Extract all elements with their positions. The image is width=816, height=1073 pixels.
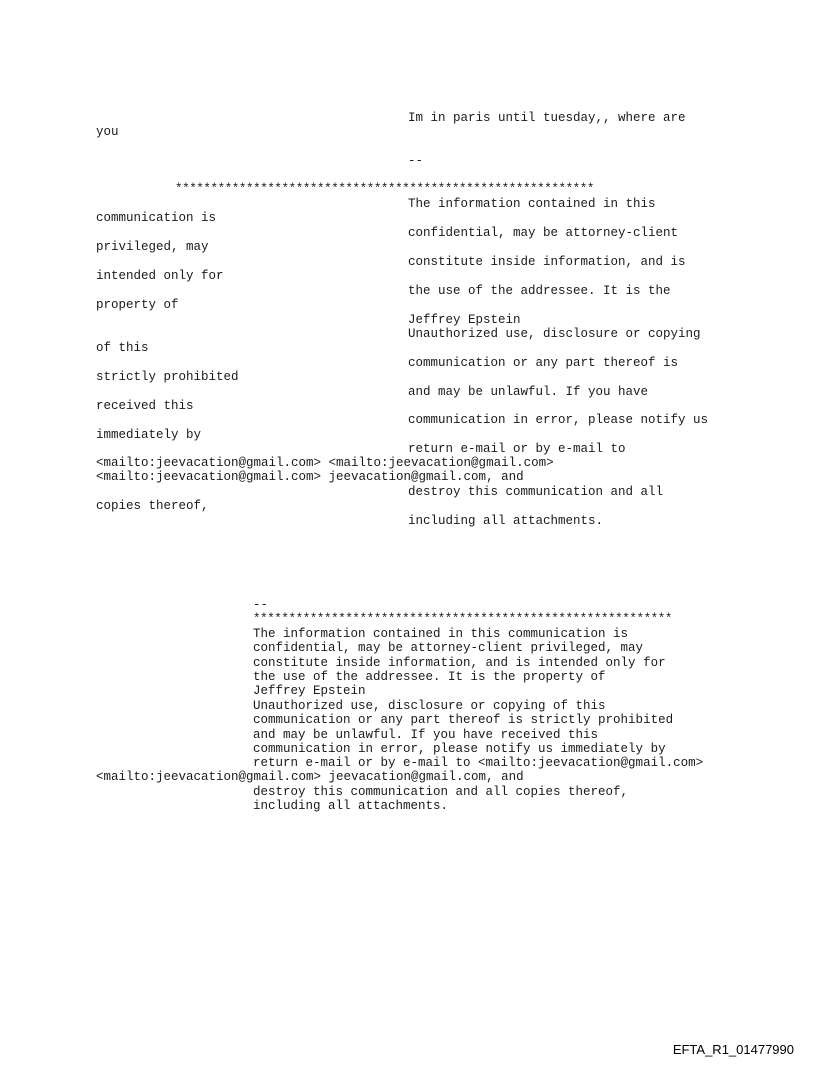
disclaimer-line: destroy this communication and all — [408, 485, 664, 499]
disclaimer-line: return e-mail or by e-mail to — [408, 442, 626, 456]
disclaimer-line: communication or any part thereof is — [408, 356, 679, 370]
disclaimer-line: confidential, may be attorney-client privileged, may — [253, 641, 644, 655]
disclaimer-line: The information contained in this — [408, 197, 656, 211]
document-id: EFTA_R1_01477990 — [672, 1042, 794, 1057]
email-address-line: <mailto:jeevacation@gmail.com> jeevacation@gmail.com, and — [96, 470, 524, 484]
disclaimer-line: Jeffrey Epstein — [408, 313, 521, 327]
disclaimer-line: communication in error, please notify us — [408, 413, 709, 427]
disclaimer-line: of this — [96, 341, 149, 355]
disclaimer-line: The information contained in this communication is — [253, 627, 629, 641]
email-line: Im in paris until tuesday,, where are — [408, 111, 686, 125]
disclaimer-line: destroy this communication and all copies thereof, — [253, 785, 629, 799]
disclaimer-line: confidential, may be attorney-client — [408, 226, 679, 240]
disclaimer-line: property of — [96, 298, 179, 312]
disclaimer-line: including all attachments. — [408, 514, 604, 528]
signature-separator: -- — [253, 598, 269, 612]
disclaimer-line: Jeffrey Epstein — [253, 684, 366, 698]
disclaimer-line: Unauthorized use, disclosure or copying — [408, 327, 701, 341]
email-address-line: <mailto:jeevacation@gmail.com> <mailto:jeevacation@gmail.com> — [96, 456, 554, 470]
signature-separator: -- — [408, 154, 424, 168]
asterisk-divider: *********************************************************** — [253, 612, 672, 626]
disclaimer-line: constitute inside information, and is — [408, 255, 686, 269]
email-line: you — [96, 125, 119, 139]
disclaimer-line: and may be unlawful. If you have — [408, 385, 649, 399]
disclaimer-line: and may be unlawful. If you have received this — [253, 728, 599, 742]
disclaimer-line: communication or any part thereof is strictly prohibited — [253, 713, 674, 727]
disclaimer-line: the use of the addressee. It is the — [408, 284, 671, 298]
disclaimer-line: constitute inside information, and is intended only for — [253, 656, 666, 670]
disclaimer-line: communication is — [96, 211, 217, 225]
disclaimer-line: return e-mail or by e-mail to <mailto:jeevacation@gmail.com> — [253, 756, 704, 770]
disclaimer-line: privileged, may — [96, 240, 209, 254]
disclaimer-line: including all attachments. — [253, 799, 449, 813]
disclaimer-line: communication in error, please notify us immediately by — [253, 742, 666, 756]
disclaimer-line: immediately by — [96, 428, 202, 442]
disclaimer-line: strictly prohibited — [96, 370, 239, 384]
asterisk-divider: *********************************************************** — [175, 182, 594, 196]
disclaimer-line: copies thereof, — [96, 499, 209, 513]
disclaimer-line: intended only for — [96, 269, 224, 283]
disclaimer-line: the use of the addressee. It is the property of — [253, 670, 606, 684]
email-address-line: <mailto:jeevacation@gmail.com> jeevacation@gmail.com, and — [96, 770, 524, 784]
disclaimer-line: received this — [96, 399, 194, 413]
disclaimer-line: Unauthorized use, disclosure or copying of this — [253, 699, 606, 713]
